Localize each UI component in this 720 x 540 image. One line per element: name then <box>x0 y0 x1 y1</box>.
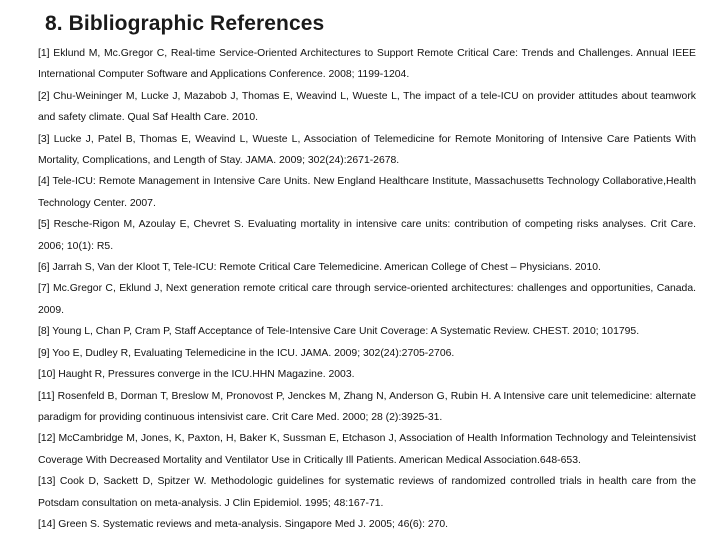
reference-item-3: [3] Lucke J, Patel B, Thomas E, Weavind L, Wueste L, Association of Telemedicine for Remote Monitoring of Intensive Care Patients With Mortality, Complications, and Length of Stay. JAMA. 2009; 302(24):2671-2678. <box>38 133 696 167</box>
reference-item-10: [10] Haught R, Pressures converge in the ICU.HHN Magazine. 2003. <box>38 369 355 381</box>
reference-item-4: [4] Tele-ICU: Remote Management in Intensive Care Units. New England Healthcare Institute, Massachusetts Technology Collaborative,Health Technology Center. 2007. <box>38 176 696 209</box>
reference-item-14: [14] Green S. Systematic reviews and meta-analysis. Singapore Med J. 2005; 46(6): 270. <box>38 518 449 530</box>
reference-item-7: [7] Mc.Gregor C, Eklund J, Next generation remote critical care through service-oriented architectures: challenges and opportunities, Canada. 2009. <box>38 283 696 316</box>
reference-item-2: [2] Chu-Weininger M, Lucke J, Mazabob J, Thomas E, Weavind L, Wueste L, The impact of a tele-ICU on provider attitudes about teamwork and safety climate. Qual Saf Health Care. 2010. <box>38 90 696 124</box>
reference-item-5: [5] Resche-Rigon M, Azoulay E, Chevret S. Evaluating mortality in intensive care units: contribution of competing risks analyses. Crit Care. 2006; 10(1): R5. <box>38 219 696 252</box>
reference-item-1: [1] Eklund M, Mc.Gregor C, Real-time Service-Oriented Architectures to Support Remote Critical Care: Trends and Challenges. Annual IEEE International Computer Software and Applications Conference. 2008; 1199-1204. <box>38 48 696 81</box>
reference-item-12: [12] McCambridge M, Jones, K, Paxton, H, Baker K, Sussman E, Etchason J, Association of Health Information Technology and Teleintensivist Coverage With Decreased Mortality and Ventilator Use in Critically Ill Patients. American Medical Association.648-653. <box>38 433 696 466</box>
page-title: 8. Bibliographic References <box>45 12 325 35</box>
reference-item-13: [13] Cook D, Sackett D, Spitzer W. Methodologic guidelines for systematic reviews of randomized controlled trials in health care from the Potsdam consultation on meta-analysis. J Clin Epidemiol. 1995; 48:167-71. <box>38 476 696 509</box>
reference-item-11: [11] Rosenfeld B, Dorman T, Breslow M, Pronovost P, Jenckes M, Zhang N, Anderson G, Rubin H. A Intensive care unit telemedicine: alternate paradigm for providing continuous intensivist care. Crit Care Med. 2000; 28 (2):3925-31. <box>38 390 696 423</box>
reference-item-8: [8] Young L, Chan P, Cram P, Staff Acceptance of Tele-Intensive Care Unit Coverage: A Systematic Review. CHEST. 2010; 101795. <box>38 326 640 338</box>
reference-list <box>38 43 696 535</box>
reference-item-9: [9] Yoo E, Dudley R, Evaluating Telemedicine in the ICU. JAMA. 2009; 302(24):2705-2706. <box>38 347 455 359</box>
reference-item-6: [6] Jarrah S, Van der Kloot T, Tele-ICU: Remote Critical Care Telemedicine. American College of Chest – Physicians. 2010. <box>38 262 601 274</box>
